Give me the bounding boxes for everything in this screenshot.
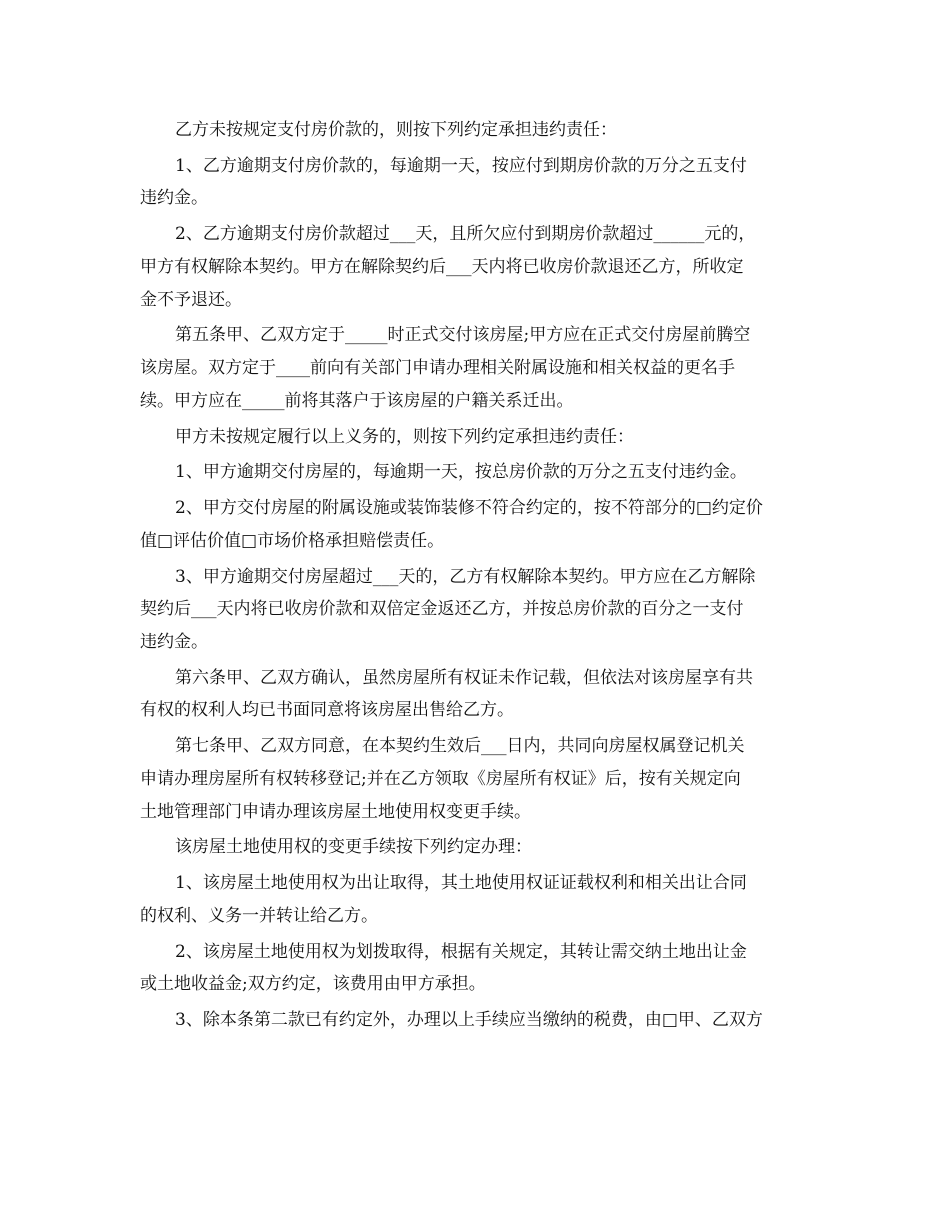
- paragraph-line: 违约金。: [140, 631, 208, 652]
- paragraph-line: 金不予退还。: [140, 289, 242, 310]
- paragraph: [140, 936, 810, 1001]
- paragraph-line: 3、除本条第二款已有约定外，办理以上手续应当缴纳的税费，由□甲、乙双方: [175, 1010, 763, 1031]
- paragraph: [140, 456, 810, 489]
- paragraph-line: 1、甲方逾期交付房屋的，每逾期一天，按总房价款的万分之五支付违约金。: [175, 462, 747, 483]
- paragraph: [140, 421, 810, 454]
- paragraph-line: 续。甲方应在_____前将其落户于该房屋的户籍关系迁出。: [140, 390, 574, 411]
- paragraph-line: 值□评估价值□市场价格承担赔偿责任。: [140, 530, 445, 551]
- paragraph: [140, 561, 810, 659]
- paragraph-line: 2、该房屋土地使用权为划拨取得，根据有关规定，其转让需交纳土地出让金: [175, 941, 747, 962]
- paragraph-line: 或土地收益金;双方约定，该费用由甲方承担。: [140, 974, 486, 995]
- paragraph: [140, 218, 810, 316]
- paragraph-line: 第七条甲、乙双方同意，在本契约生效后___日内，共同向房屋权属登记机关: [175, 736, 745, 757]
- paragraph-line: 违约金。: [140, 188, 208, 209]
- paragraph-line: 1、乙方逾期支付房价款的，每逾期一天，按应付到期房价款的万分之五支付: [175, 155, 747, 176]
- paragraph: [140, 831, 810, 864]
- paragraph-line: 第五条甲、乙双方定于_____时正式交付该房屋;甲方应在正式交付房屋前腾空: [175, 325, 751, 346]
- paragraph-line: 甲方有权解除本契约。甲方在解除契约后___天内将已收房价款退还乙方，所收定: [140, 256, 744, 277]
- paragraph-line: 3、甲方逾期交付房屋超过___天的，乙方有权解除本契约。甲方应在乙方解除: [175, 566, 756, 587]
- paragraph: [140, 319, 810, 417]
- paragraph-line: 2、甲方交付房屋的附属设施或装饰装修不符合约定的，按不符部分的□约定价: [175, 498, 763, 519]
- paragraph-line: 2、乙方逾期支付房价款超过___天，且所欠应付到期房价款超过______元的，: [175, 224, 756, 245]
- paragraph-line: 土地管理部门申请办理该房屋土地使用权变更手续。: [140, 801, 531, 822]
- paragraph-line: 乙方未按规定支付房价款的，则按下列约定承担违约责任：: [175, 120, 617, 140]
- paragraph: [140, 662, 810, 727]
- paragraph: [140, 150, 810, 215]
- paragraph-line: 该房屋土地使用权的变更手续按下列约定办理：: [175, 837, 532, 858]
- paragraph: [140, 1004, 810, 1037]
- paragraph-line: 的权利、义务一并转让给乙方。: [140, 905, 378, 926]
- document-body: [140, 114, 810, 1040]
- paragraph-line: 有权的权利人均已书面同意将该房屋出售给乙方。: [140, 700, 514, 721]
- paragraph-line: 第六条甲、乙双方确认，虽然房屋所有权证未作记载，但依法对该房屋享有共: [175, 667, 753, 688]
- paragraph: [140, 867, 810, 932]
- paragraph-line: 契约后___天内将已收房价款和双倍定金返还乙方，并按总房价款的百分之一支付: [140, 599, 744, 620]
- paragraph-line: 该房屋。双方定于____前向有关部门申请办理相关附属设施和相关权益的更名手: [140, 358, 735, 379]
- paragraph: [140, 492, 810, 557]
- paragraph: [140, 730, 810, 828]
- paragraph-line: 甲方未按规定履行以上义务的，则按下列约定承担违约责任：: [175, 426, 634, 447]
- paragraph-line: 申请办理房屋所有权转移登记;并在乙方领取《房屋所有权证》后，按有关规定向: [140, 768, 741, 789]
- paragraph-line: 1、该房屋土地使用权为出让取得，其土地使用权证证载权利和相关出让合同: [175, 873, 747, 894]
- paragraph: [140, 114, 810, 147]
